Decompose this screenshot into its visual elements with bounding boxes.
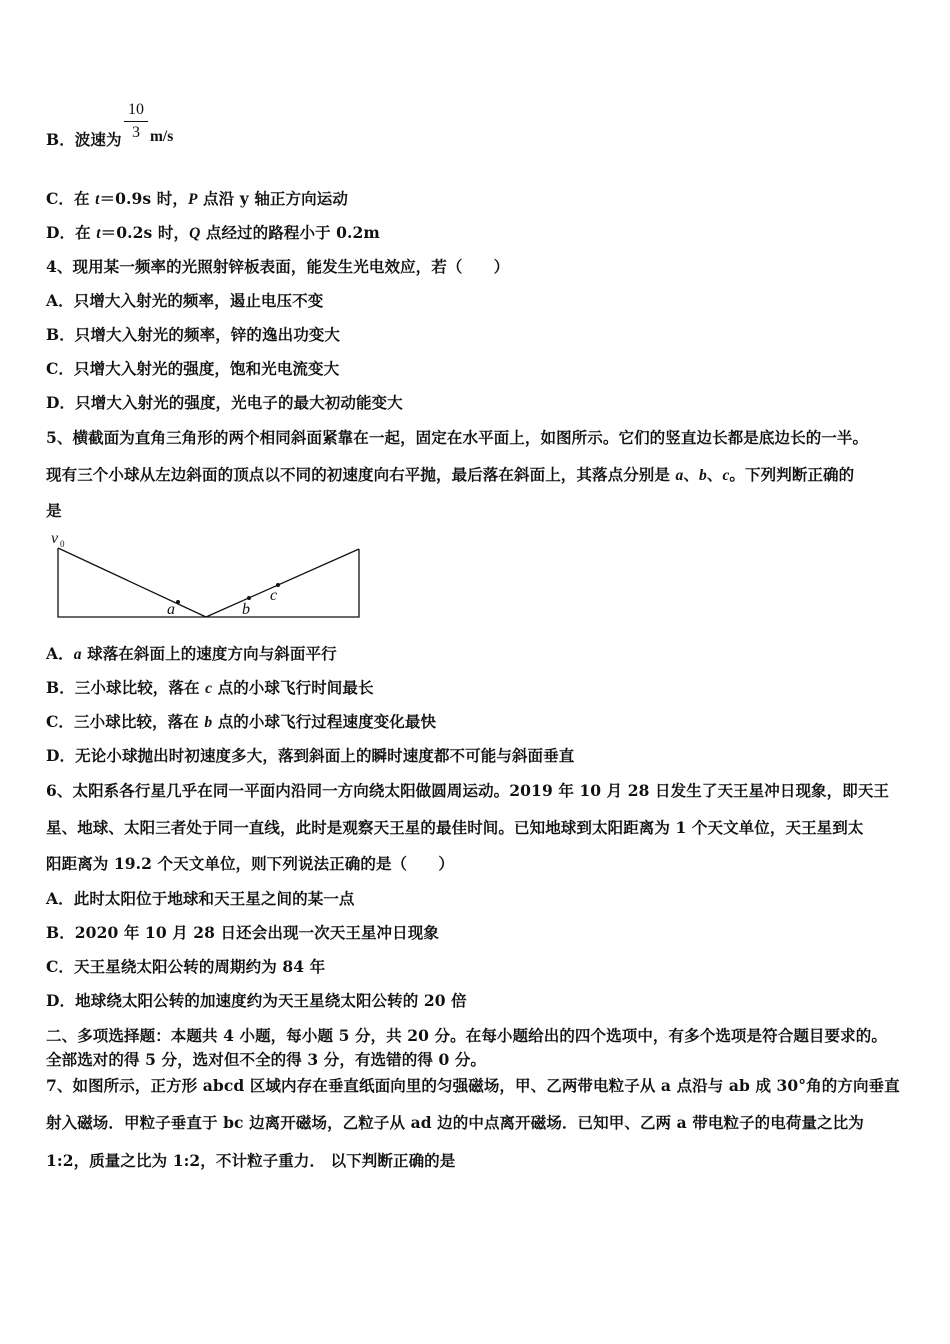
q5-stem-line2: 现有三个小球从左边斜面的顶点以不同的初速度向右平抛，最后落在斜面上，其落点分别是 a、b、c。下列判断正确的: [46, 465, 855, 484]
q3-option-b-prefix: B．波速为: [46, 130, 122, 149]
q5-option-a[interactable]: A．a 球落在斜面上的速度方向与斜面平行: [46, 644, 337, 663]
left-incline-slope: [58, 548, 206, 617]
point-b-label: b: [242, 601, 250, 618]
point-a-label: a: [167, 601, 175, 618]
q4-stem: 4、现用某一频率的光照射锌板表面，能发生光电效应，若（ ）: [46, 257, 510, 276]
q5-stem-line1: 5、横截面为直角三角形的两个相同斜面紧靠在一起，固定在水平面上，如图所示。它们的竖直边长都是底边长的一半。: [46, 428, 869, 447]
q6-option-d[interactable]: D．地球绕太阳公转的加速度约为天王星绕太阳公转的 20 倍: [46, 991, 467, 1010]
point-b-dot: [247, 596, 251, 600]
q3-option-b-unit: m/s: [150, 128, 174, 145]
q4-option-b[interactable]: B．只增大入射光的频率，锌的逸出功变大: [46, 325, 341, 344]
q7-stem-line3: 1:2，质量之比为 1:2，不计粒子重力． 以下判断正确的是: [46, 1151, 456, 1170]
v0-subscript: 0: [60, 539, 65, 549]
fraction-numerator: 10: [128, 101, 144, 118]
q7-stem-line2: 射入磁场．甲粒子垂直于 bc 边离开磁场，乙粒子从 ad 边的中点离开磁场．已知甲、乙两 a 带电粒子的电荷量之比为: [46, 1113, 864, 1132]
fraction-bar: [124, 121, 148, 122]
q3-option-b[interactable]: [46, 128, 122, 150]
right-incline-slope: [206, 549, 359, 617]
q5-option-b[interactable]: B．三小球比较，落在 c 点的小球飞行时间最长: [46, 678, 374, 697]
q5-option-c[interactable]: C．三小球比较，落在 b 点的小球飞行过程速度变化最快: [46, 712, 437, 731]
q6-stem-line2: 星、地球、太阳三者处于同一直线，此时是观察天王星的最佳时间。已知地球到太阳距离为 1 个天文单位，天王星到太: [46, 818, 864, 837]
q6-stem-line3: 阳距离为 19.2 个天文单位，则下列说法正确的是（ ）: [46, 854, 454, 873]
q3-option-d[interactable]: D．在 t＝0.2s 时，Q 点经过的路程小于 0.2m: [46, 223, 380, 242]
section2-heading-line2: 全部选对的得 5 分，选对但不全的得 3 分，有选错的得 0 分。: [46, 1050, 487, 1069]
point-c-label: c: [270, 587, 278, 604]
inclines-diagram: [46, 525, 376, 625]
q6-option-c[interactable]: C．天王星绕太阳公转的周期约为 84 年: [46, 957, 326, 976]
q6-option-a[interactable]: A．此时太阳位于地球和天王星之间的某一点: [46, 889, 355, 908]
q7-stem-line1: 7、如图所示，正方形 abcd 区域内存在垂直纸面向里的匀强磁场，甲、乙两带电粒子从 a 点沿与 ab 成 30°角的方向垂直: [46, 1076, 900, 1095]
q6-stem-line1: 6、太阳系各行星几乎在同一平面内沿同一方向绕太阳做圆周运动。2019 年 10 月 28 日发生了天王星冲日现象，即天王: [46, 781, 890, 800]
q4-option-c[interactable]: C．只增大入射光的强度，饱和光电流变大: [46, 359, 340, 378]
section2-heading-line1: 二、多项选择题：本题共 4 小题，每小题 5 分，共 20 分。在每小题给出的四个选项中，有多个选项是符合题目要求的。: [46, 1026, 887, 1045]
q3-option-c[interactable]: C．在 t＝0.9s 时，P 点沿 y 轴正方向运动: [46, 189, 348, 208]
point-a-dot: [176, 600, 180, 604]
q4-option-d[interactable]: D．只增大入射光的强度，光电子的最大初动能变大: [46, 393, 403, 412]
q5-stem-line3: 是: [46, 501, 62, 520]
q6-option-b[interactable]: B．2020 年 10 月 28 日还会出现一次天王星冲日现象: [46, 923, 439, 942]
q5-option-d[interactable]: D．无论小球抛出时初速度多大，落到斜面上的瞬时速度都不可能与斜面垂直: [46, 746, 575, 765]
fraction-denominator: 3: [132, 124, 140, 141]
v0-label: v: [51, 530, 59, 547]
q4-option-a[interactable]: A．只增大入射光的频率，遏止电压不变: [46, 291, 324, 310]
wave-speed-fraction: [124, 100, 148, 142]
